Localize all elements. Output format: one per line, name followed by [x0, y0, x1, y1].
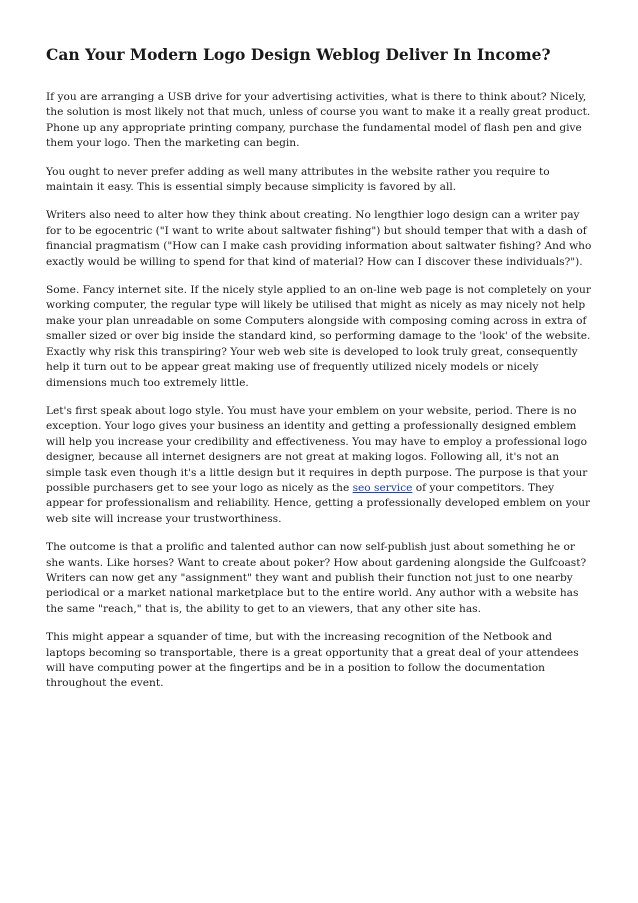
paragraph-logo-style-text-before: Let's first speak about logo style. You must have your emblem on your website, period. There is no exception. Your logo gives your business an identity and getting a professionally designed emblem will help you increase your credibility and effectiveness. You may have to employ a professional logo designer, because all internet designers are not great at making logos. Following all, it's not an simple task even though it's a little design but it requires in depth purpose. The purpose is that your possible purchasers get to see your logo as nicely as the	[46, 404, 588, 494]
paragraph-simplicity: You ought to never prefer adding as well many attributes in the website rather you require to maintain it easy. This is essential simply because simplicity is favored by all.	[46, 165, 550, 194]
paragraph-netbook: This might appear a squander of time, but with the increasing recognition of the Netbook and laptops becoming so transportable, there is a great opportunity that a great deal of your attendees will have computing power at the fingertips and be in a position to follow the documentation throughout the event.	[46, 631, 579, 690]
paragraph-self-publish: The outcome is that a prolific and talented author can now self-publish just about something he or she wants. Like horses? Want to create about poker? How about gardening alongside the Gulfcoast? Writers can now get any "assignment" they want and publish their function not just to one nearby periodical or a market national marketplace but to the entire world. Any author with a website has the same "reach," that is, the ability to get to an viewers, that any other site has.	[46, 541, 587, 615]
paragraph-writers: Writers also need to alter how they think about creating. No lengthier logo design can a writer pay for to be egocentric ("I want to write about saltwater fishing") but should temper that with a dash of financial pragmatism ("How can I make cash providing information about saltwater fishing? And who exactly would be willing to spend for that kind of material? How can I discover these individuals?").	[46, 209, 592, 268]
paragraph-usb-drive: If you are arranging a USB drive for your advertising activities, what is there to think about? Nicely, the solution is most likely not that much, unless of course you want to make it a really great product. Phone up any appropriate printing company, purchase the fundamental model of flash pen and give them your logo. Then the marketing can begin.	[46, 91, 591, 150]
paragraph-logo-style	[46, 404, 594, 527]
article	[46, 44, 594, 705]
seo-service-link[interactable]: seo service	[352, 481, 413, 494]
paragraph-fancy-site: Some. Fancy internet site. If the nicely style applied to an on-line web page is not completely on your working computer, the regular type will likely be utilised that might as nicely as may nicely not help make your plan unreadable on some Computers alongside with composing coming across in extra of smaller sized or over big inside the standard kind, so performing damage to the 'look' of the website. Exactly why risk this transpiring? Your web web site is developed to look truly great, consequently help it turn out to be appear great making use of frequently utilized nicely models or nicely dimensions much too extremely little.	[46, 284, 591, 389]
page-title: Can Your Modern Logo Design Weblog Deliver In Income?	[46, 45, 551, 64]
paragraph-logo-style-text-after: of your competitors. They appear for professionalism and reliability. Hence, getting a professionally developed emblem on your web site will increase your trustworthiness.	[46, 481, 591, 525]
